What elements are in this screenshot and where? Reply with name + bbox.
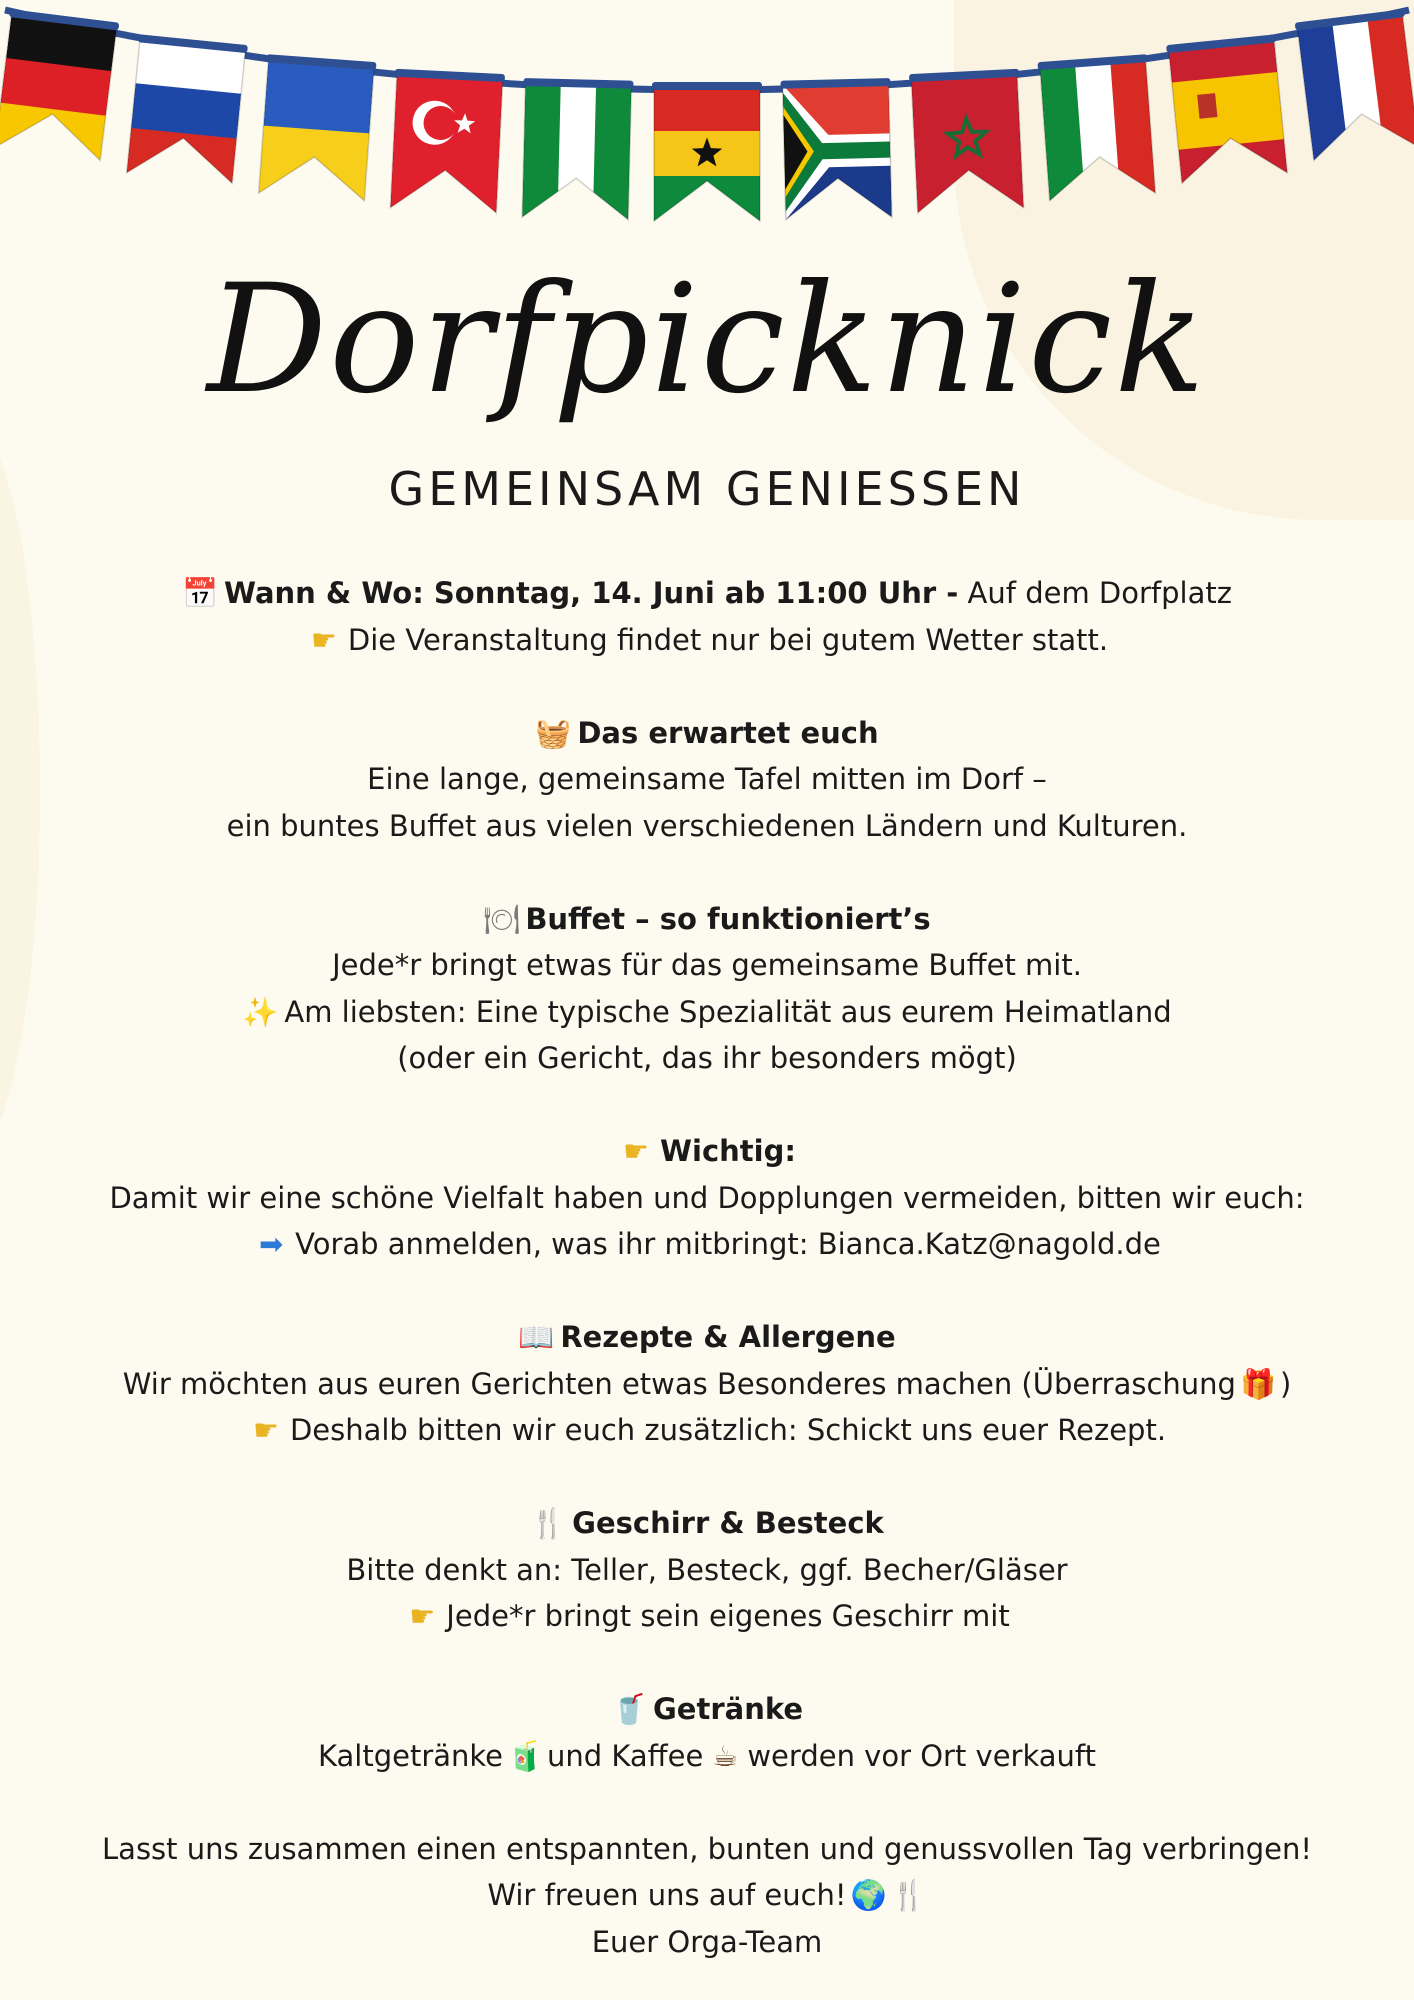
right-arrow-icon: ➡	[258, 1227, 284, 1261]
page-title: Dorfpicknick	[206, 253, 1208, 427]
gift-icon: 🎁	[1239, 1366, 1277, 1401]
sparkles-icon: ✨	[242, 994, 279, 1029]
closing-line-2	[60, 1872, 1354, 1919]
basket-icon: 🧺	[535, 715, 572, 750]
calendar-icon: 📅	[182, 576, 219, 610]
flag-russia	[125, 34, 248, 184]
recipes-line-1	[60, 1361, 1354, 1408]
flag-garland	[0, 0, 1414, 260]
dishes-line-1: Bitte denkt an: Teller, Besteck, ggf. Becher/Gläser	[346, 1552, 1068, 1587]
section-heading-expect	[60, 710, 1354, 757]
flag-germany	[0, 9, 119, 162]
flag-nigeria	[520, 78, 633, 220]
flag-italy	[1037, 54, 1157, 201]
drinks-heading: Getränke	[652, 1692, 804, 1726]
important-line-2	[60, 1221, 1354, 1268]
cutlery-icon: 🍴	[530, 1506, 567, 1540]
important-heading: Wichtig:	[660, 1134, 796, 1168]
background-shape-left	[0, 420, 40, 1160]
flag-ghana	[652, 82, 762, 222]
section-heading-drinks	[60, 1686, 1354, 1733]
closing-line-1: Lasst uns zusammen einen entspannten, bunten und genussvollen Tag verbringen!	[102, 1831, 1312, 1866]
section-heading-recipes	[60, 1314, 1354, 1361]
pointing-hand-icon: ☛	[252, 1413, 279, 1447]
event-details	[60, 570, 1354, 1965]
page-subtitle: GEMEINSAM GENIESSEN	[388, 462, 1026, 516]
buffet-line-2-text: Am liebsten: Eine typische Spezialität aus eurem Heimatland	[284, 994, 1172, 1029]
section-heading-buffet	[60, 896, 1354, 943]
flag-morocco	[909, 69, 1026, 213]
important-line-1: Damit wir eine schöne Vielfalt haben und Dopplungen vermeiden, bitten wir euch:	[109, 1180, 1305, 1215]
dishes-heading: Geschirr & Besteck	[572, 1506, 884, 1540]
recipes-line-1-text: Wir möchten aus euren Gerichten etwas Besonderes machen (Überraschung	[122, 1366, 1236, 1401]
pointing-hand-icon: ☛	[409, 1599, 436, 1633]
closing-signature: Euer Orga-Team	[591, 1924, 823, 1959]
when-where-line	[60, 570, 1354, 617]
plate-icon: 🍽	[483, 901, 521, 936]
flag-south-africa	[780, 78, 893, 220]
book-icon: 📖	[518, 1320, 555, 1354]
recipes-line-2-text: Deshalb bitten wir euch zusätzlich: Schickt uns euer Rezept.	[289, 1413, 1167, 1447]
buffet-line-3: (oder ein Gericht, das ihr besonders mögt)	[397, 1041, 1017, 1075]
buffet-line-2	[60, 989, 1354, 1036]
juice-icon: 🧃	[507, 1738, 544, 1773]
expect-line-2: ein buntes Buffet aus vielen verschiedenen Ländern und Kulturen.	[226, 808, 1188, 843]
cutlery-icon: 🍴	[890, 1878, 927, 1912]
section-heading-important	[60, 1128, 1354, 1175]
flag-spain	[1166, 34, 1289, 183]
drinks-cold: Kaltgetränke	[318, 1738, 504, 1773]
section-heading-dishes	[60, 1500, 1354, 1547]
weather-note	[60, 617, 1354, 664]
expect-heading: Das erwartet euch	[577, 715, 879, 750]
drinks-line	[60, 1733, 1354, 1780]
expect-line-1: Eine lange, gemeinsame Tafel mitten im Dorf –	[367, 762, 1047, 796]
coffee-icon: ☕	[712, 1738, 739, 1773]
event-location: Auf dem Dorfplatz	[958, 576, 1232, 610]
drinks-sold: werden vor Ort verkauft	[747, 1738, 1096, 1773]
buffet-heading: Buffet – so funktioniert’s	[525, 901, 931, 936]
pointing-hand-icon: ☛	[623, 1134, 650, 1168]
registration-email-text: Vorab anmelden, was ihr mitbringt: Bianca.Katz@nagold.de	[295, 1227, 1161, 1261]
recipes-line-2	[60, 1407, 1354, 1454]
dishes-line-2-text: Jede*r bringt sein eigenes Geschirr mit	[446, 1599, 1010, 1633]
cup-icon: 🥤	[610, 1692, 648, 1726]
flag-france	[1295, 9, 1414, 161]
closing-line-2-text: Wir freuen uns auf euch!	[487, 1878, 847, 1912]
weather-note-text: Die Veranstaltung findet nur bei gutem Wetter statt.	[347, 622, 1109, 657]
flag-ukraine	[257, 54, 377, 202]
globe-icon: 🌍	[850, 1878, 887, 1912]
flag-turkey	[388, 69, 505, 213]
when-where-label: Wann & Wo: Sonntag, 14. Juni ab 11:00 Uhr -	[224, 576, 959, 610]
drinks-coffee: und Kaffee	[547, 1738, 704, 1773]
pointing-hand-icon: ☛	[310, 622, 337, 657]
dishes-line-2	[60, 1593, 1354, 1640]
recipes-heading: Rezepte & Allergene	[560, 1320, 896, 1354]
buffet-line-1: Jede*r bringt etwas für das gemeinsame Buffet mit.	[332, 948, 1082, 982]
recipes-line-1-end: )	[1279, 1366, 1292, 1401]
